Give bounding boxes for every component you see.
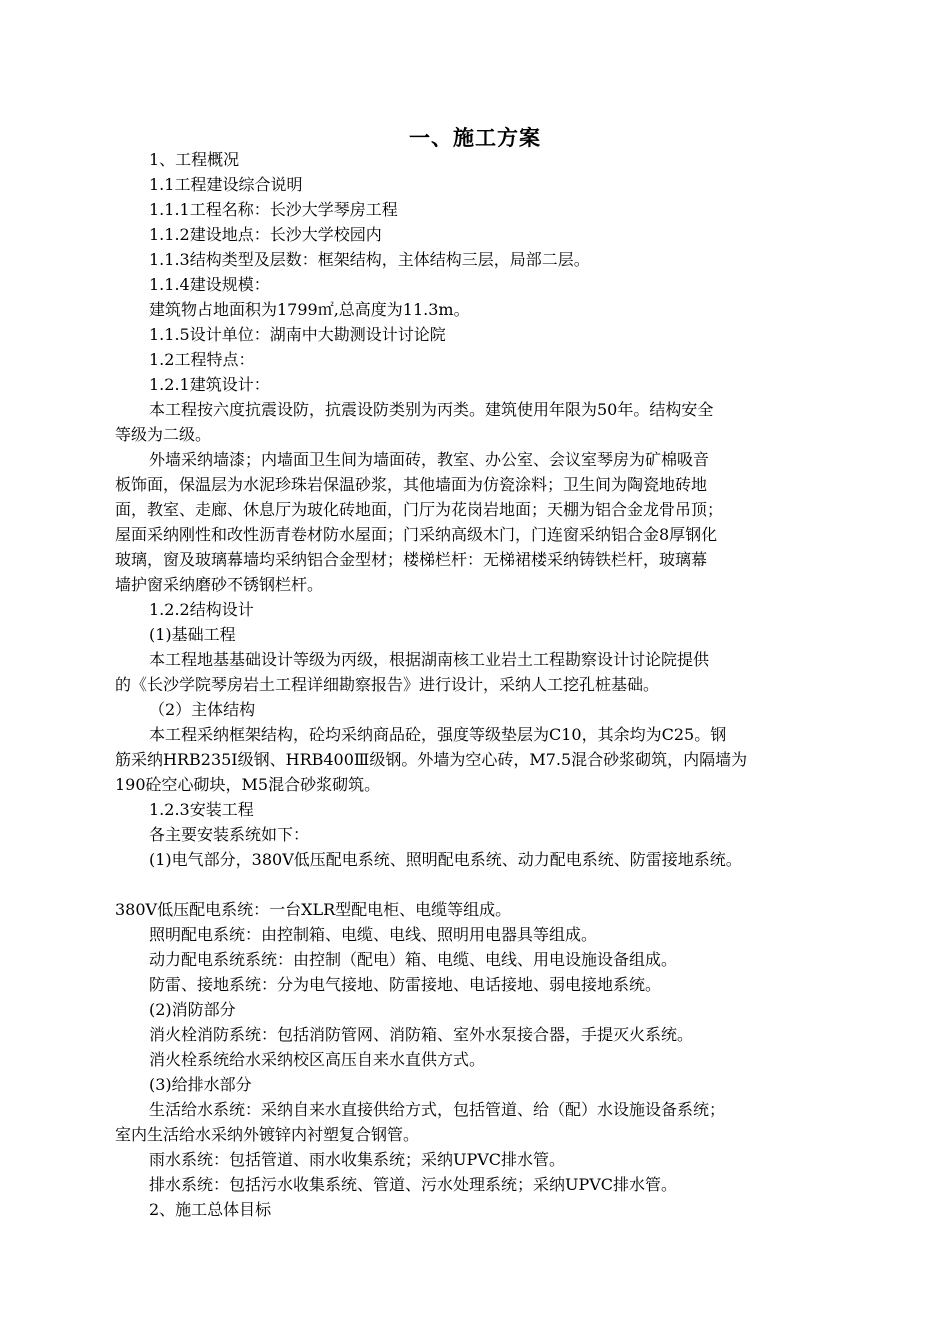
construction-scale-heading: 1.1.4建设规模： [149,275,270,294]
paragraph-line: 板饰面，保温层为水泥珍珠岩保温砂浆，其他墙面为仿瓷涂料；卫生间为陶瓷地砖地 [115,475,708,494]
item-heading: (3)给排水部分 [149,1075,252,1094]
paragraph-line: 外墙采纳墙漆；内墙面卫生间为墙面砖，教室、办公室、会议室琴房为矿棉吸音 [149,450,710,469]
paragraph-line: 190砼空心砌块，M5混合砂浆砌筑。 [115,775,381,794]
paragraph-line: 屋面采纳刚性和改性沥青卷材防水屋面；门采纳高级木门，门连窗采纳铝合金8厚钢化 [115,525,718,544]
paragraph-line: 生活给水系统：采纳自来水直接供给方式，包括管道、给（配）水设施设备系统； [149,1100,726,1119]
paragraph-line: 筋采纳HRB235Ⅰ级钢、HRB400Ⅲ级钢。外墙为空心砖，M7.5混合砂浆砌筑，内隔墙为 [115,750,748,769]
section-heading: 1、工程概况 [149,150,240,169]
paragraph-line: 本工程按六度抗震设防，抗震设防类别为丙类。建筑使用年限为50年。结构安全 [149,400,714,419]
paragraph-line: 各主要安装系统如下： [149,825,310,844]
subsection-heading: 1.2.1建筑设计： [149,375,270,394]
subsection-heading: 1.2工程特点： [149,350,255,369]
paragraph-line: 面，教室、走廊、休息厅为玻化砖地面，门厅为花岗岩地面；天棚为铝合金龙骨吊顶； [115,500,724,519]
project-location: 1.1.2建设地点：长沙大学校园内 [149,225,382,244]
subsection-heading: 1.2.2结构设计 [149,600,254,619]
subsection-heading: 1.1工程建设综合说明 [149,175,303,194]
paragraph-line: 等级为二级。 [115,425,212,444]
paragraph-line: 本工程采纳框架结构，砼均采纳商品砼，强度等级垫层为C10，其余均为C25。钢 [149,725,727,744]
item-heading: （2）主体结构 [149,700,256,719]
paragraph-line: 雨水系统：包括管道、雨水收集系统；采纳UPVC排水管。 [149,1150,566,1169]
paragraph-line: 排水系统：包括污水收集系统、管道、污水处理系统；采纳UPVC排水管。 [149,1175,678,1194]
paragraph-line: 本工程地基基础设计等级为丙级，根据湖南核工业岩土工程勘察设计讨论院提供 [149,650,710,669]
paragraph-line: 照明配电系统：由控制箱、电缆、电线、照明用电器具等组成。 [149,925,598,944]
paragraph-line: 消火栓消防系统：包括消防管网、消防箱、室外水泵接合器，手提灭火系统。 [149,1025,694,1044]
construction-scale: 建筑物占地面积为1799㎡,总高度为11.3m。 [149,300,470,319]
subsection-heading: 1.2.3安装工程 [149,800,254,819]
paragraph-line: 室内生活给水采纳外镀锌内衬塑复合钢管。 [115,1125,420,1144]
structure-type: 1.1.3结构类型及层数：框架结构，主体结构三层，局部二层。 [149,250,590,269]
paragraph-line: 动力配电系统系统：由控制（配电）箱、电缆、电线、用电设施设备组成。 [149,950,678,969]
project-name: 1.1.1工程名称：长沙大学琴房工程 [149,200,398,219]
item-heading: (1)基础工程 [149,625,236,644]
paragraph-line: 玻璃，窗及玻璃幕墙均采纳铝合金型材；楼梯栏杆：无梯裙楼采纳铸铁栏杆，玻璃幕 [115,550,708,569]
section-heading: 2、施工总体目标 [149,1200,272,1219]
paragraph-line: 消火栓系统给水采纳校区高压自来水直供方式。 [149,1050,486,1069]
paragraph-line: 380V低压配电系统：一台XLR型配电柜、电缆等组成。 [115,900,512,919]
design-unit: 1.1.5设计单位：湖南中大勘测设计讨论院 [149,325,446,344]
page-title: 一、施工方案 [409,125,541,150]
paragraph-line: 墙护窗采纳磨砂不锈钢栏杆。 [115,575,324,594]
item-heading: (2)消防部分 [149,1000,236,1019]
paragraph-line: 的《长沙学院琴房岩土工程详细勘察报告》进行设计，采纳人工挖孔桩基础。 [115,675,660,694]
item-heading: (1)电气部分，380V低压配电系统、照明配电系统、动力配电系统、防雷接地系统。 [149,850,742,869]
paragraph-line: 防雷、接地系统：分为电气接地、防雷接地、电话接地、弱电接地系统。 [149,975,662,994]
